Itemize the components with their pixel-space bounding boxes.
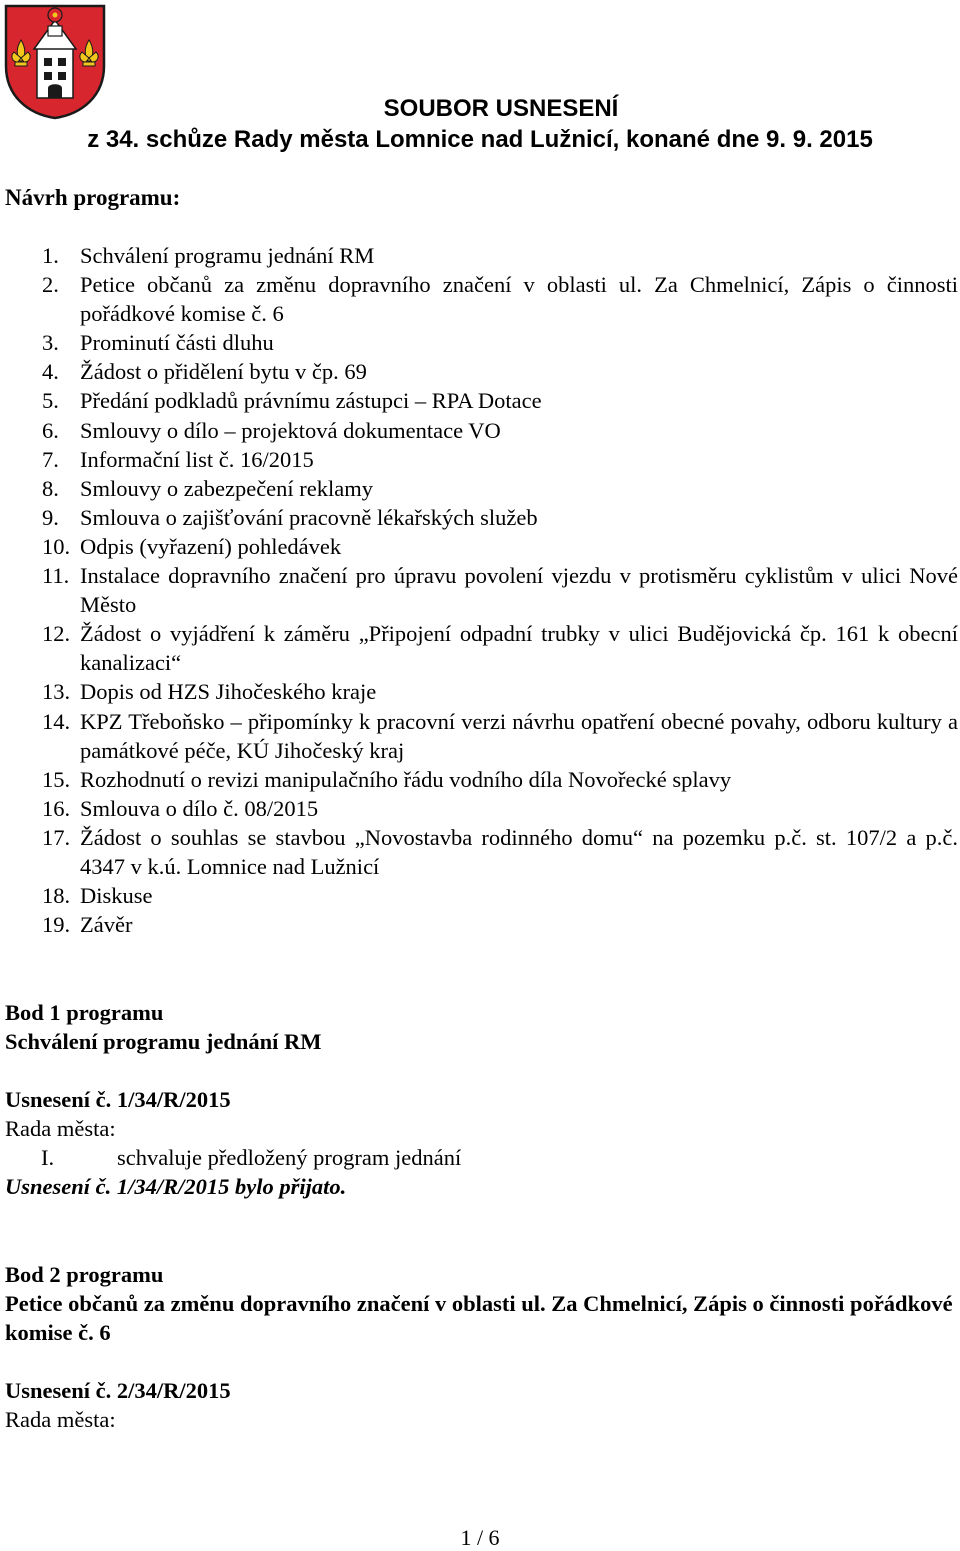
section-label: Bod 2 programu bbox=[5, 1262, 164, 1287]
resolution-2 bbox=[5, 1376, 955, 1434]
section-bod-2 bbox=[5, 1260, 955, 1347]
agenda-item bbox=[42, 416, 958, 445]
agenda-item-text: Prominutí části dluhu bbox=[80, 330, 274, 356]
document-title: SOUBOR USNESENÍ bbox=[383, 95, 619, 122]
agenda-item-text: Instalace dopravního značení pro úpravu povolení vjezdu v protisměru cyklistům v ulici Nové Město bbox=[80, 563, 958, 618]
agenda-item bbox=[42, 532, 958, 561]
agenda-item-number: 4. bbox=[42, 359, 59, 385]
agenda-item-number: 5. bbox=[42, 388, 59, 414]
agenda-list bbox=[42, 241, 958, 939]
point-number: I. bbox=[41, 1145, 55, 1171]
program-heading: Návrh programu: bbox=[5, 185, 181, 210]
agenda-item-text: Rozhodnutí o revizi manipulačního řádu vodního díla Novořecké splavy bbox=[80, 766, 732, 792]
page-number: 1 / 6 bbox=[460, 1525, 500, 1550]
agenda-item bbox=[42, 794, 958, 823]
agenda-item bbox=[42, 270, 958, 328]
section-title: Schválení programu jednání RM bbox=[5, 1029, 322, 1055]
agenda-item bbox=[42, 474, 958, 503]
agenda-item bbox=[42, 707, 958, 765]
agenda-item bbox=[42, 357, 958, 386]
agenda-item-text: Smlouvy o zabezpečení reklamy bbox=[80, 475, 374, 501]
agenda-item-number: 9. bbox=[42, 504, 59, 530]
agenda-item-number: 15. bbox=[42, 766, 71, 792]
agenda-item-number: 6. bbox=[42, 417, 59, 443]
agenda-item bbox=[42, 561, 958, 619]
agenda-item bbox=[42, 910, 958, 939]
document-title-block bbox=[0, 94, 960, 155]
agenda-item-text: Smlouva o zajišťování pracovně lékařských služeb bbox=[80, 504, 538, 530]
resolution-number: Usnesení č. 1/34/R/2015 bbox=[5, 1087, 231, 1112]
agenda-item-text: Smlouvy o dílo – projektová dokumentace VO bbox=[80, 417, 501, 443]
agenda-item-number: 16. bbox=[42, 795, 71, 821]
resolution-1 bbox=[5, 1085, 955, 1201]
agenda-item-text: Petice občanů za změnu dopravního značení v oblasti ul. Za Chmelnicí, Zápis o činnosti pořádkové komise č. 6 bbox=[80, 272, 958, 327]
document-subtitle: z 34. schůze Rady města Lomnice nad Lužnicí, konané dne 9. 9. 2015 bbox=[87, 126, 873, 153]
agenda-item-number: 12. bbox=[42, 621, 71, 647]
agenda-item-number: 7. bbox=[42, 446, 59, 472]
agenda-item-number: 18. bbox=[42, 883, 71, 909]
section-title: Petice občanů za změnu dopravního značení v oblasti ul. Za Chmelnicí, Zápis o činnosti pořádkové komise č. 6 bbox=[5, 1291, 953, 1346]
agenda-item-number: 1. bbox=[42, 243, 59, 268]
agenda-item-number: 13. bbox=[42, 679, 71, 705]
resolution-point bbox=[5, 1143, 955, 1172]
agenda-item bbox=[42, 241, 958, 270]
agenda-item bbox=[42, 619, 958, 677]
agenda-item bbox=[42, 765, 958, 794]
agenda-item-text: KPZ Třeboňsko – připomínky k pracovní verzi návrhu opatření obecné povahy, odboru kultury a památkové péče, KÚ Jihočeský kraj bbox=[80, 708, 958, 763]
agenda-item-number: 14. bbox=[42, 708, 71, 734]
agenda-item bbox=[42, 445, 958, 474]
resolution-result: Usnesení č. 1/34/R/2015 bylo přijato. bbox=[5, 1174, 347, 1200]
agenda-item bbox=[42, 677, 958, 706]
agenda-item-text: Žádost o souhlas se stavbou „Novostavba rodinného domu“ na pozemku p.č. st. 107/2 a p.č. 4347 v k.ú. Lomnice nad Lužnicí bbox=[80, 824, 958, 879]
agenda-item bbox=[42, 881, 958, 910]
agenda-item bbox=[42, 328, 958, 357]
resolution-number: Usnesení č. 2/34/R/2015 bbox=[5, 1378, 231, 1403]
agenda-item-text: Smlouva o dílo č. 08/2015 bbox=[80, 795, 319, 821]
agenda-item-text: Schválení programu jednání RM bbox=[80, 243, 375, 268]
agenda-item-text: Odpis (vyřazení) pohledávek bbox=[80, 533, 342, 559]
council-label: Rada města: bbox=[5, 1116, 116, 1142]
agenda-item-number: 8. bbox=[42, 475, 59, 501]
agenda-item-number: 3. bbox=[42, 330, 59, 356]
agenda-item-text: Předání podkladů právnímu zástupci – RPA Dotace bbox=[80, 388, 542, 414]
point-text: schvaluje předložený program jednání bbox=[117, 1145, 462, 1171]
section-bod-1 bbox=[5, 998, 955, 1056]
agenda-item-text: Informační list č. 16/2015 bbox=[80, 446, 314, 472]
agenda-item-text: Závěr bbox=[80, 912, 133, 938]
agenda-item bbox=[42, 386, 958, 415]
agenda-item-number: 11. bbox=[42, 563, 70, 589]
section-label: Bod 1 programu bbox=[5, 1000, 164, 1025]
council-label: Rada města: bbox=[5, 1407, 116, 1433]
agenda-item-number: 2. bbox=[42, 272, 59, 298]
agenda-item bbox=[42, 823, 958, 881]
agenda-item-text: Diskuse bbox=[80, 883, 153, 909]
agenda-item-number: 17. bbox=[42, 824, 71, 850]
agenda-item-number: 19. bbox=[42, 912, 71, 938]
agenda-item-text: Žádost o přidělení bytu v čp. 69 bbox=[80, 359, 367, 385]
agenda-item-text: Dopis od HZS Jihočeského kraje bbox=[80, 679, 377, 705]
agenda-item-text: Žádost o vyjádření k záměru „Připojení odpadní trubky v ulici Budějovická čp. 161 k obecní kanalizaci“ bbox=[80, 621, 958, 676]
agenda-item bbox=[42, 503, 958, 532]
agenda-item-number: 10. bbox=[42, 533, 71, 559]
